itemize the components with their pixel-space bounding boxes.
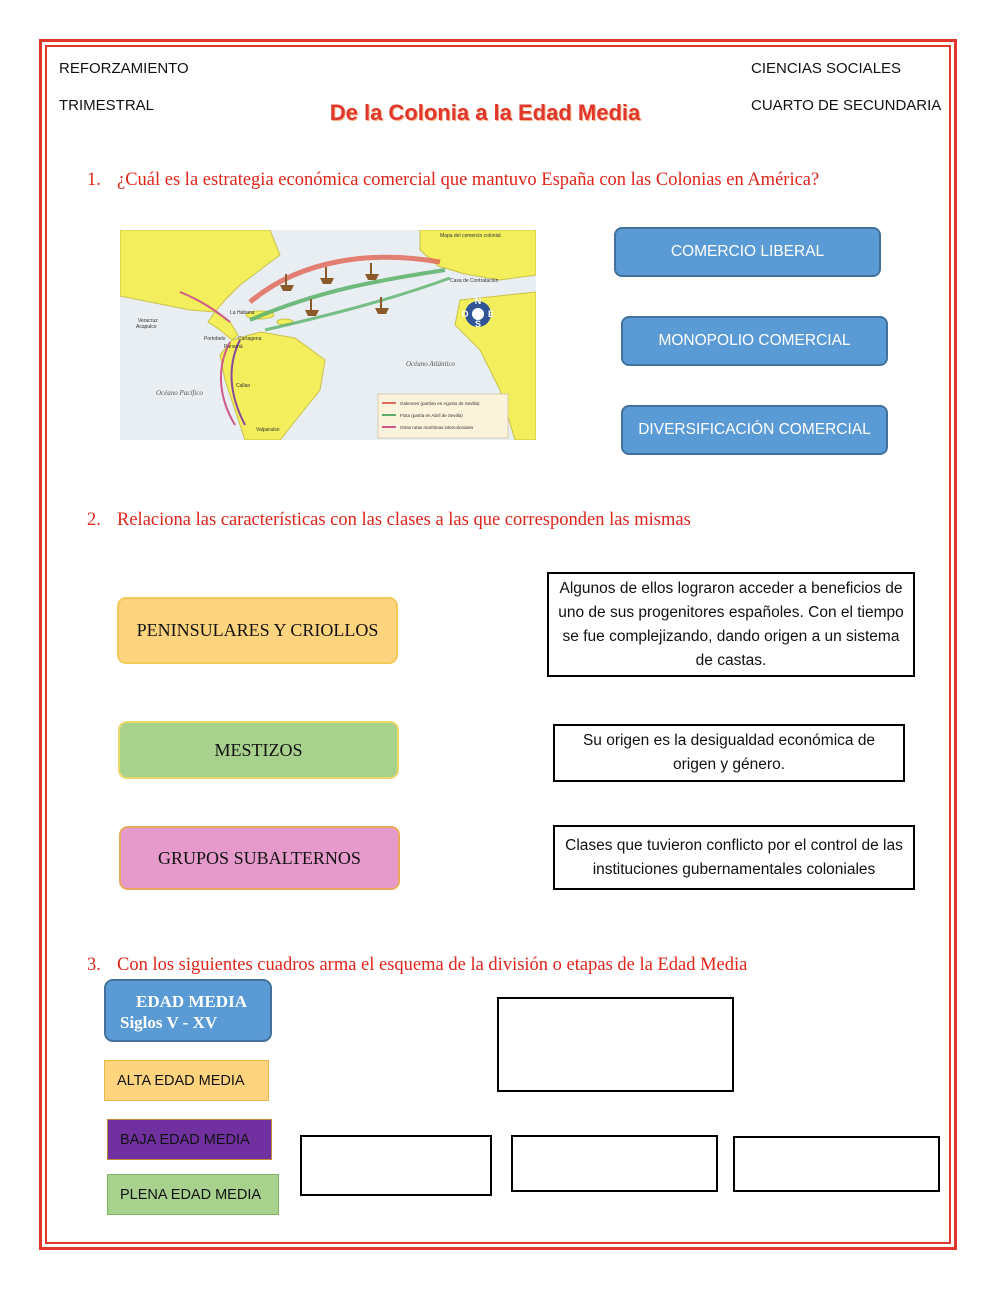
tag-plena-edad-media[interactable]: PLENA EDAD MEDIA <box>107 1174 279 1215</box>
drop-box-top[interactable] <box>497 997 734 1092</box>
map-seville-label: Casa de Contratación <box>450 278 499 284</box>
header-right-bottom: CUARTO DE SECUNDARIA <box>751 97 942 114</box>
page-title: De la Colonia a la Edad Media <box>329 100 641 125</box>
question-3-number: 3. <box>87 955 101 975</box>
map-port: Portobelo <box>204 336 226 342</box>
question-3 <box>87 955 747 976</box>
description-castas[interactable]: Algunos de ellos lograron acceder a beneficios de uno de sus progenitores españoles. Con el tiempo se fue complejizando, dando origen a un sistema de castas. <box>547 572 915 677</box>
class-grupos-subalternos[interactable]: GRUPOS SUBALTERNOS <box>119 826 400 890</box>
compass-north: N <box>474 296 482 306</box>
option-monopolio-comercial[interactable]: MONOPOLIO COMERCIAL <box>621 316 888 366</box>
map-pacific-label: Océano Pacífico <box>156 389 203 397</box>
header-left-bottom: TRIMESTRAL <box>59 97 155 114</box>
compass-south: S <box>474 319 482 329</box>
tag-alta-edad-media[interactable]: ALTA EDAD MEDIA <box>104 1060 269 1101</box>
option-diversificacion-comercial[interactable]: DIVERSIFICACIÓN COMERCIAL <box>621 405 888 455</box>
question-2-text: Relaciona las características con las clases a las que corresponden las mismas <box>117 510 691 530</box>
map-legend-item: Otras rutas marítimas intercoloniales <box>400 425 474 430</box>
map-port: Callao <box>236 383 251 389</box>
question-1-number: 1. <box>87 170 101 190</box>
edad-media-centuries: Siglos V - XV <box>120 1013 218 1032</box>
class-mestizos[interactable]: MESTIZOS <box>118 721 399 779</box>
map-port: Panamá <box>224 344 243 350</box>
tag-baja-edad-media[interactable]: BAJA EDAD MEDIA <box>107 1119 272 1160</box>
map-port: Acapulco <box>136 324 157 330</box>
drop-box-right[interactable] <box>733 1136 940 1192</box>
question-2 <box>87 510 691 531</box>
map-atlantic-label: Océano Atlántico <box>406 360 456 368</box>
question-1 <box>87 170 819 191</box>
map-illustration <box>120 230 536 440</box>
map-caption: Mapa del comercio colonial <box>440 233 501 239</box>
question-1-text: ¿Cuál es la estrategia económica comercial que mantuvo España con las Colonias en América? <box>117 170 820 190</box>
header-left-top: REFORZAMIENTO <box>59 60 189 77</box>
map-legend-item: Flota (partía en Abril de Sevilla) <box>400 413 463 418</box>
compass-west: O <box>461 309 469 319</box>
drop-box-middle[interactable] <box>511 1135 718 1192</box>
map-legend-item: Galeones (partían en Agosto de Sevilla) <box>400 401 480 406</box>
map-port: Cartagena <box>238 336 262 342</box>
question-2-number: 2. <box>87 510 101 530</box>
colonial-trade-map <box>120 230 536 440</box>
header-right-top: CIENCIAS SOCIALES <box>751 60 902 77</box>
description-desigualdad[interactable]: Su origen es la desigualdad económica de origen y género. <box>553 724 905 782</box>
question-3-text: Con los siguientes cuadros arma el esquema de la división o etapas de la Edad Media <box>117 955 748 975</box>
map-port: La Habana <box>230 310 255 316</box>
map-port: Veracruz <box>138 318 158 324</box>
map-port: Valparaíso <box>256 427 280 433</box>
edad-media-title: EDAD MEDIA <box>136 992 247 1011</box>
compass-east: E <box>487 309 495 319</box>
option-comercio-liberal[interactable]: COMERCIO LIBERAL <box>614 227 881 277</box>
class-peninsulares-criollos[interactable]: PENINSULARES Y CRIOLLOS <box>117 597 398 664</box>
edad-media-box[interactable] <box>104 979 272 1042</box>
description-conflicto[interactable]: Clases que tuvieron conflicto por el control de las instituciones gubernamentales coloniales <box>553 825 915 890</box>
drop-box-left[interactable] <box>300 1135 492 1196</box>
